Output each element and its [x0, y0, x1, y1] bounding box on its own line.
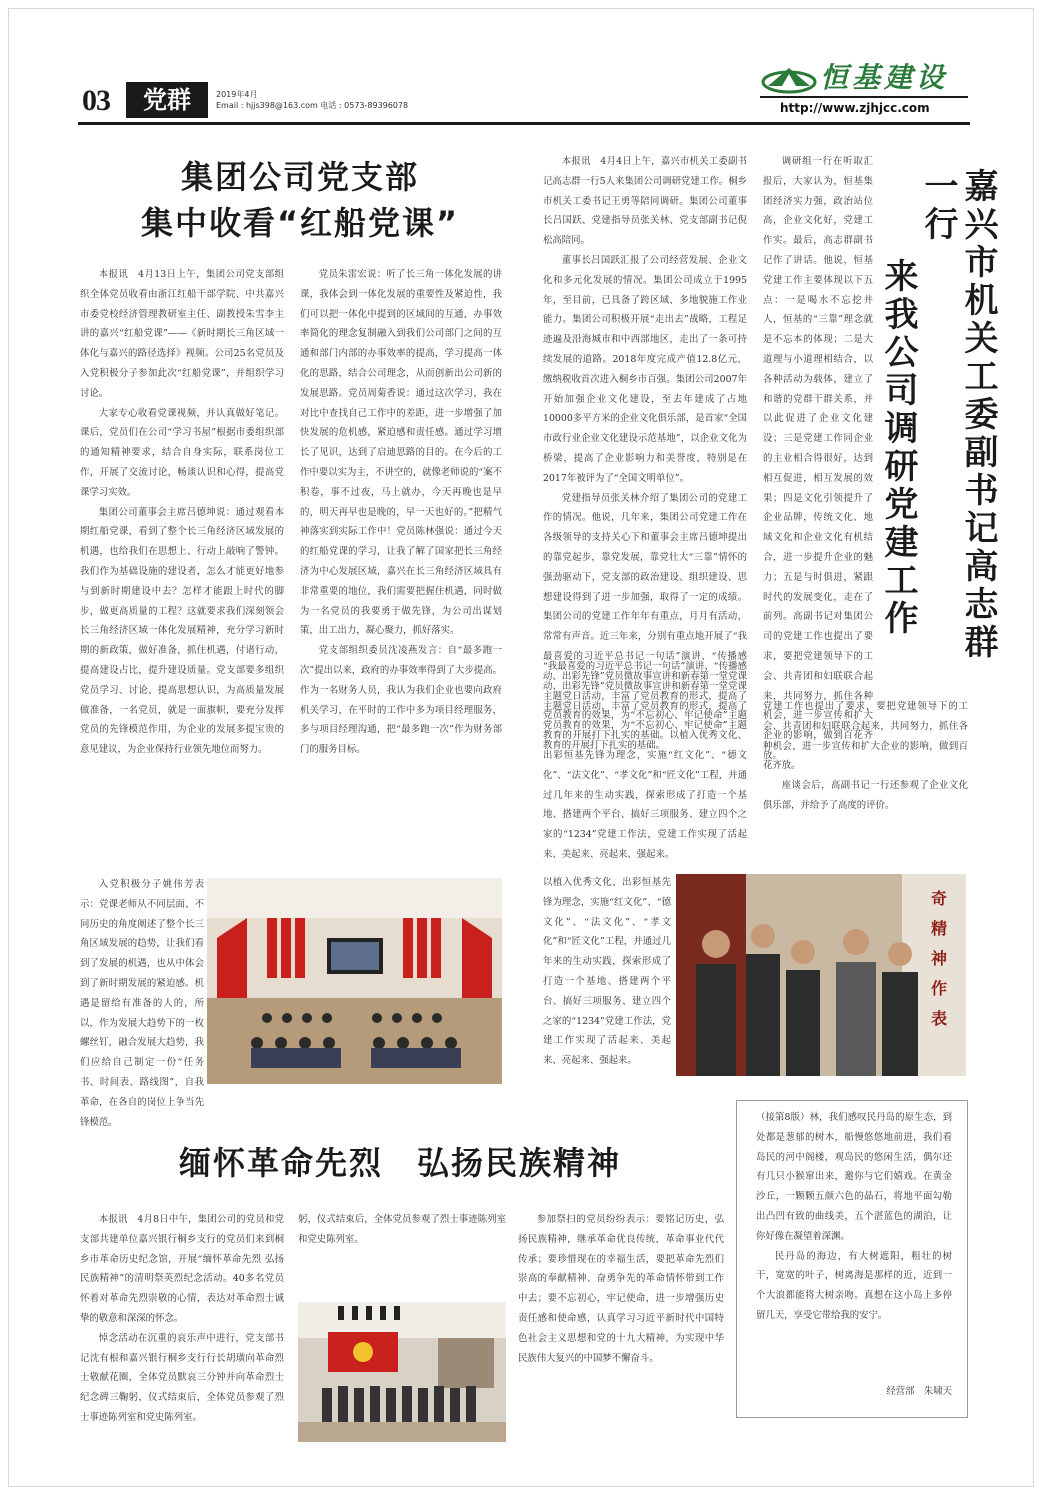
logo-text: 恒基建设 — [820, 61, 949, 94]
svg-text:神: 神 — [931, 949, 948, 968]
visit-photo — [676, 874, 966, 1076]
header-date: 2019年4月 — [216, 90, 258, 99]
visit-photo-image — [676, 874, 966, 1076]
article2-title-col1: 嘉兴市机关工委副书记高志群一行 — [918, 168, 998, 662]
header-info — [216, 89, 408, 111]
article1-title-line1: 集团公司党支部 — [180, 158, 419, 196]
meeting-photo-image — [207, 878, 502, 1084]
article1-column2 — [300, 265, 502, 865]
article2-column1-tail — [543, 873, 671, 1079]
article3-column1 — [80, 1210, 284, 1450]
sidebar-text — [756, 1108, 952, 1378]
article2-para: 座谈会后，高副书记一行还参观了企业文化俱乐部，并给予了高度的评价。 — [763, 780, 968, 811]
article2-column1-continued — [543, 657, 747, 873]
article1-para: 党支部组织委员沈凌燕发言：自“最多跑一次”提出以来，政府的办事效率得到了大步提高。作为一名财务人员，我认为我们企业也要向政府机关学习，在平时的工作中多为项目经理服务，多与项目经理沟通，把“最多跑一次”作为财务部门的服务目标。 — [300, 645, 502, 756]
memorial-photo-image — [298, 1302, 506, 1442]
section-label: 党群 — [126, 82, 208, 118]
article1-title-line2: 集中收看“红船党课” — [140, 204, 460, 242]
article2-para: 本报讯 4月4日上午，嘉兴市机关工委副书记高志群一行5人来集团公司调研党建工作。桐乡市机关工委书记王勇等陪同调研。集团公司董事长吕国跃、党建指导员张关林、党支部副书记倪松高陪同。 — [543, 156, 747, 247]
article2-column2 — [763, 152, 873, 761]
site-url[interactable]: http://www.zjhjcc.com — [780, 101, 930, 115]
logo-rule — [760, 96, 968, 98]
article1-para: 党员朱雷宏说：听了长三角一体化发展的讲课，我体会到一体化发展的重要性及紧迫性，我们可以把一体化中提到的区域间的互通，办事效率简化的理念复制融入到我们公司部门之间的互通和部门内部的办事效率的提高，学习提高一体化的思路，结合公司理念，从而创新出公司新的发展思路。党员周菊香说：通过这次学习，我在对比中查找自己工作中的差距，进一步增强了加快发展的危机感，紧迫感和责任感。通过学习增长了见识，达到了启迪思路的目的。在今后的工作中要以实为主，不讲空的，就像老师说的“案不积卷，事不过夜，马上就办，今天再晚也是早的，明天再早也是晚的，早一天也好的。”把精气神落实到实际工作中！党员陈林强说：通过今天的红船党课的学习，让我了解了国家把长三角经济为中心发展区域，嘉兴在长三角经济区域具有非常重要的地位，我们需要把握住机遇，同时做为一名党员的我要勇于做先锋，为公司出谋划策，出工出力，凝心聚力，抓好落实。 — [300, 269, 502, 637]
article3-para-cont: 躬，仪式结束后，全体党员参观了烈士事迹陈列室和党史陈列室。 — [298, 1214, 506, 1245]
logo-icon — [762, 60, 816, 94]
article2-column2-tail — [763, 697, 968, 867]
header-contact: Email : hjjs398@163.com 电话 : 0573-89396078 — [216, 101, 409, 110]
article2-para: 党建指导员张关林介绍了集团公司的党建工作的情况。他说，几年来，集团公司党建工作在各级领导的支持关心下和董事会主席吕德坤提出的靠党起步，靠党发展，靠党壮大“三靠”情怀的强劲驱动下，党支部的政治建设、组织建设、思想建设得到了进一步加强，取得了一定的成绩。集团公司的党建工作年年有重点，月月有活动，常常有声音。近三年来，分别有重点地开展了“我最喜爱的习近平总书记一句话”演讲、“传播感动、出彩先锋”党员微故事宣讲和新春第一堂党课主题党日活动，丰富了党员教育的形式，提高了党员教育的效果，为“不忘初心、牢记使命”主题教育的开展打下扎实的基础。以植入优秀文化、出彩恒基先锋为理念，实施“红文化”、“德文化”、“法文化”、“孝文化”和“匠文化”工程，并通过几年来的生动实践，探索形成了打造一个基地、搭建两个平台、搞好三项服务、建立四个之家的“1234”党建工作法，党建工作实现了活起来、美起来、亮起来、强起来。 — [543, 492, 747, 860]
meeting-photo — [207, 878, 502, 1084]
svg-text:作: 作 — [931, 979, 948, 998]
sidebar-para: 民丹岛的海边，有大树遮阳，粗壮的树干，宽宽的叶子，树离海是那样的近，近到一个大浪都能将大树亲吻。真想在这小岛上多停留几天，享受它带给我的安宁。 — [756, 1250, 952, 1321]
article1-column1 — [80, 265, 284, 875]
article3-column2 — [298, 1210, 506, 1254]
page-number: 03 — [82, 84, 110, 117]
article3-para: 参加祭扫的党员纷纷表示：要铭记历史，弘扬民族精神，继承革命优良传统，革命事业代代传承；要珍惜现在的幸福生活，要把革命先烈们崇高的奉献精神、奋勇争先的革命情怀带到工作中去；要不忘初心，牢记使命，进一步增强历史责任感和使命感，认真学习习近平新时代中国特色社会主义思想和党的十九大精神，为实现中华民族伟大复兴的中国梦不懈奋斗。 — [518, 1214, 724, 1364]
article1-column1-tail — [80, 875, 204, 1128]
article3-para: 悼念活动在沉重的哀乐声中进行，党支部书记沈有根和嘉兴银行桐乡支行行长胡璜向革命烈士敬献花圈，全体党员默哀三分钟并向革命烈士纪念碑三鞠躬，仪式结束后，全体党员参观了烈士事迹陈列室和党史陈列室。 — [80, 1332, 284, 1423]
article1-para: 入党积极分子姚伟芳表示：党课老师从不同层面、不同历史的角度阐述了整个长三角区域发展的趋势，让我们看到了发展的机遇，也从中体会到了新时期发展的紧迫感。机遇是留给有准备的人的，所以，作为发展大趋势下的一枚螺丝钉，融合发展大趋势，我们应给自己制定一份“任务书、时间表、路线图”，自我革命，在各自的岗位上争当先锋模范。 — [80, 879, 204, 1128]
article2-para-cont: “我最喜爱的习近平总书记一句话”演讲、“传播感动、出彩先锋”党员微故事宣讲和新春第一堂党课主题党日活动，丰富了党员教育的形式，提高了党员教育的效果，为“不忘初心、牢记使命”主题教育的开展打下扎实的基础。 — [543, 661, 747, 752]
article1-para: 本报讯 4月13日上午，集团公司党支部组织全体党员收看由浙江红船干部学院、中共嘉兴市委党校经济管理教研室主任、副教授朱雪李主讲的嘉兴“红船党课”——《新时期长三角区域一体化与嘉兴的路径选择》视频。公司25名党员及入党积极分子参加此次“红船党课”，并组织学习讨论。 — [80, 269, 284, 399]
article2-para: 董事长吕国跃汇报了公司经营发展、企业文化和多元化发展的情况。集团公司成立于1995年，至目前，已具备了跨区域、多地貌施工作业能力。集团公司积极开展“走出去”战略，工程足迹遍及沿海城市和中西部地区，走出了一条可持续发展的道路。2018年度完成产值12.8亿元，缴纳税收首次进入桐乡市百强。集团公司2007年开始加强企业文化建设，至去年建成了占地10000多平方米的企业文化俱乐部，是首家“全国市政行业企业文化建设示范基地”，以企业文化为桥梁，提高了企业影响力和美誉度，特别是在2017年被评为了“全国文明单位”。 — [543, 254, 747, 484]
svg-text:表: 表 — [931, 1009, 948, 1028]
article1-para: 集团公司董事会主席吕德坤说：通过观看本期红船党课，看到了整个长三角经济区域发展的机遇，也给我们在思想上、行动上敲响了警钟。我们作为基础设施的建设者，怎么才能更好地参与到新时期建设中去？怎样才能跟上时代的脚步，做更高质量的工程？这就要求我们深刻领会长三角经济区域一体化发展精神，充分学习新时期的新政策，做好准备，抓住机遇，付诸行动，提高建设占比，提升建设质量。党支部要多组织党员学习、讨论、提高思想认识，为高质量发展做准备，一名党员，就是一面旗帜，要充分发挥党员的先锋模范作用，为企业的发展多提宝贵的意见建议，为企业保持行业领先地位而努力。 — [80, 506, 284, 756]
article3-para: 本报讯 4月8日中午，集团公司的党员和党支部共建单位嘉兴银行桐乡支行的党员们来到桐乡市革命历史纪念馆，开展“缅怀革命先烈 弘扬民族精神”的清明祭英烈纪念活动。40多名党员怀着对革命先烈崇敬的心情，表达对革命烈士诚挚的敬意和深深的怀念。 — [80, 1214, 284, 1324]
memorial-photo — [298, 1302, 506, 1442]
article2-title-col2: 来我公司调研党建工作 — [878, 258, 918, 638]
article2-para: 调研组一行在听取汇报后，大家认为，恒基集团经济实力强，政治站位高，企业文化好，党建工作实。最后，高志群副书记作了讲话。他说，恒基党建工作主要体现以下五点：一是喝水不忘挖井人，恒基的“三靠”理念就是不忘本的体现；二是大道理与小道理相结合，以各种活动为载体，建立了和谐的党群干群关系，并以此促进了企业文化建设；三是党建工作同企业的主业相合得很好，达到相互促进，相互发展的效果；四是文化引领提升了企业品牌，传统文化、地域文化和企业文化有机结合，进一步提升企业的魅力；五是与时俱进，紧跟时代的发展变化，走在了前列。高副书记对集团公司的党建工作也提出了要求，要把党建领导下的工会、共青团和妇联联合起来，共同努力，抓住各种机会，进一步宣传和扩大企业的影响，做到百花齐放。 — [763, 156, 873, 761]
article2-column1 — [543, 152, 747, 860]
article2-para-tail: 以植入优秀文化、出彩恒基先锋为理念，实施“红文化”、“德文化”、“法文化”、“孝文化”和“匠文化”工程，并通过几年来的生动实践，探索形成了打造一个基地、搭建两个平台、搞好三项服务、建立四个之家的“1234”党建工作法，党建工作实现了活起来、美起来、亮起来、强起来。 — [543, 877, 671, 1067]
svg-text:精: 精 — [931, 919, 948, 938]
sidebar-byline: 经营部 朱啸天 — [886, 1386, 952, 1397]
article2-para-cont2: 党建工作也提出了要求，要把党建领导下的工会、共青团和妇联联合起来，共同努力，抓住各种机会，进一步宣传和扩大企业的影响，做到百花齐放。 — [763, 701, 968, 772]
sidebar-para: （接第8版）林，我们感叹民丹岛的原生态，到处都是葱郁的树木，船慢悠悠地前进，我们看岛民的河中阁楼，观岛民的悠闲生活，偶尔还有几只小猴窜出来，邀你与它们嬉戏。在黄金沙丘，一颗颗五颜六色的晶石，将地平面勾勒出凸凹有致的曲线美，五个湛蓝色的湖泊，让你好像在凝望着深渊。 — [756, 1112, 952, 1242]
header-rule — [78, 122, 970, 125]
svg-text:奇: 奇 — [931, 889, 948, 908]
article1-para: 大家专心收看党课视频，并认真做好笔记。课后，党员们在公司“学习书屋”根据市委组织部的通知精神要求，结合自身实际，联系岗位工作，开展了交流讨论，畅谈认识和心得，提高党课学习实效。 — [80, 407, 284, 498]
article3-column3 — [518, 1210, 724, 1410]
article3-title: 缅怀革命先烈 弘扬民族精神 — [178, 1144, 621, 1182]
